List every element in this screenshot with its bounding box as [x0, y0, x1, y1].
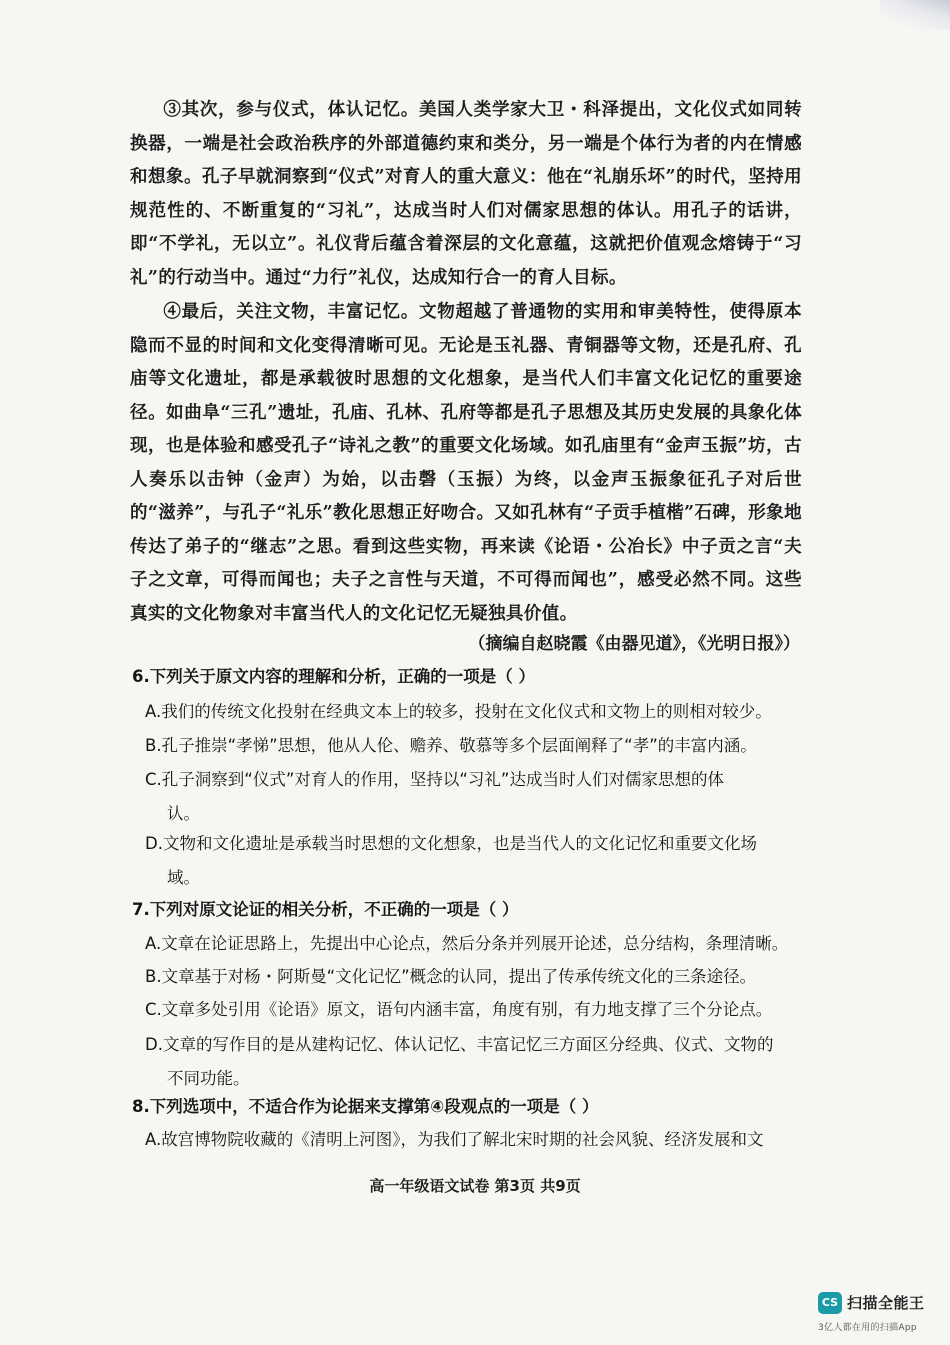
watermark-app-name: 扫描全能王 — [847, 1294, 925, 1312]
option-text: D.文章的写作目的是从建构记忆、体认记忆、丰富记忆三方面区分经典、仪式、文物的 — [145, 1035, 774, 1054]
question-7-option-a — [145, 927, 795, 961]
passage-paragraph-3 — [130, 94, 802, 295]
scanner-watermark — [818, 1290, 938, 1340]
question-7-option-d — [145, 1028, 795, 1096]
question-8-option-a — [145, 1123, 795, 1157]
option-text: A.文章在论证思路上，先提出中心论点，然后分条并列展开论述，总分结构，条理清晰。 — [145, 934, 789, 953]
source-citation: （摘编自赵晓霞《由器见道》，《光明日报》） — [468, 634, 800, 654]
question-6-option-b — [145, 729, 795, 763]
page-corner-shadow — [880, 0, 950, 30]
option-continuation: 认。 — [167, 804, 200, 823]
question-6-stem: 6.下列关于原文内容的理解和分析，正确的一项是（ ） — [132, 667, 535, 686]
passage-paragraph-4 — [130, 296, 802, 631]
paragraph-4-text: ④最后，关注文物，丰富记忆。文物超越了普通物的实用和审美特性，使得原本隐而不显的时间和文化变得清晰可见。无论是玉礼器、青铜器等文物，还是孔府、孔庙等文化遗址，都是承载彼时思想的文化想象，是当代人们丰富文化记忆的重要途径。如曲阜“三孔”遗址，孔庙、孔林、孔府等都是孔子思想及其历史发展的具象化体现，也是体验和感受孔子“诗礼之教”的重要文化场域。如孔庙里有“金声玉振”坊，古人奏乐以击钟（金声）为始，以击磬（玉振）为终，以金声玉振象征孔子对后世的“滋养”，与孔子“礼乐”教化思想正好吻合。又如孔林有“子贡手植楷”石碑，形象地传达了弟子的“继志”之思。看到这些实物，再来读《论语・公冶长》中子贡之言“夫子之文章，可得而闻也；夫子之言性与天道，不可得而闻也”，感受必然不同。这些真实的文化物象对丰富当代人的文化记忆无疑独具价值。 — [130, 302, 802, 624]
option-text: B.文章基于对杨・阿斯曼“文化记忆”概念的认同，提出了传承传统文化的三条途径。 — [145, 967, 757, 986]
option-text: B.孔子推崇“孝悌”思想，他从人伦、赡养、敬慕等多个层面阐释了“孝”的丰富内涵。 — [145, 736, 757, 755]
option-continuation: 不同功能。 — [167, 1069, 250, 1088]
camscanner-logo-icon: CS — [818, 1292, 842, 1314]
option-text: C.文章多处引用《论语》原文，语句内涵丰富，角度有别，有力地支撑了三个分论点。 — [145, 1000, 773, 1019]
option-text: A.我们的传统文化投射在经典文本上的较多，投射在文化仪式和文物上的则相对较少。 — [145, 702, 772, 721]
question-6-option-d — [145, 827, 795, 895]
option-continuation: 域。 — [167, 868, 200, 887]
question-7-option-c — [145, 993, 795, 1027]
option-text: C.孔子洞察到“仪式”对育人的作用，坚持以“习礼”达成当时人们对儒家思想的体 — [145, 770, 724, 789]
paragraph-3-text: ③其次，参与仪式，体认记忆。美国人类学家大卫・科泽提出，文化仪式如同转换器，一端是社会政治秩序的外部道德约束和类分，另一端是个体行为者的内在情感和想象。孔子早就洞察到“仪式”对育人的重大意义：他在“礼崩乐坏”的时代，坚持用规范性的、不断重复的“习礼”，达成当时人们对儒家思想的体认。用孔子的话讲，即“不学礼，无以立”。礼仪背后蕴含着深层的文化意蕴，这就把价值观念熔铸于“习礼”的行动当中。通过“力行”礼仪，达成知行合一的育人目标。 — [130, 100, 802, 288]
question-7-stem: 7.下列对原文论证的相关分析，不正确的一项是（ ） — [132, 900, 519, 919]
option-text: D.文物和文化遗址是承载当时思想的文化想象，也是当代人的文化记忆和重要文化场 — [145, 834, 757, 853]
question-6-option-c — [145, 763, 795, 831]
question-7-option-b — [145, 960, 795, 994]
question-6-option-a — [145, 695, 795, 729]
question-8-stem: 8.下列选项中，不适合作为论据来支撑第④段观点的一项是（ ） — [132, 1097, 599, 1116]
watermark-tagline: 3亿人都在用的扫描App — [818, 1323, 917, 1333]
page-footer: 高一年级语文试卷 第3页 共9页 — [369, 1177, 581, 1195]
option-text: A.故宫博物院收藏的《清明上河图》，为我们了解北宋时期的社会风貌、经济发展和文 — [145, 1130, 764, 1149]
